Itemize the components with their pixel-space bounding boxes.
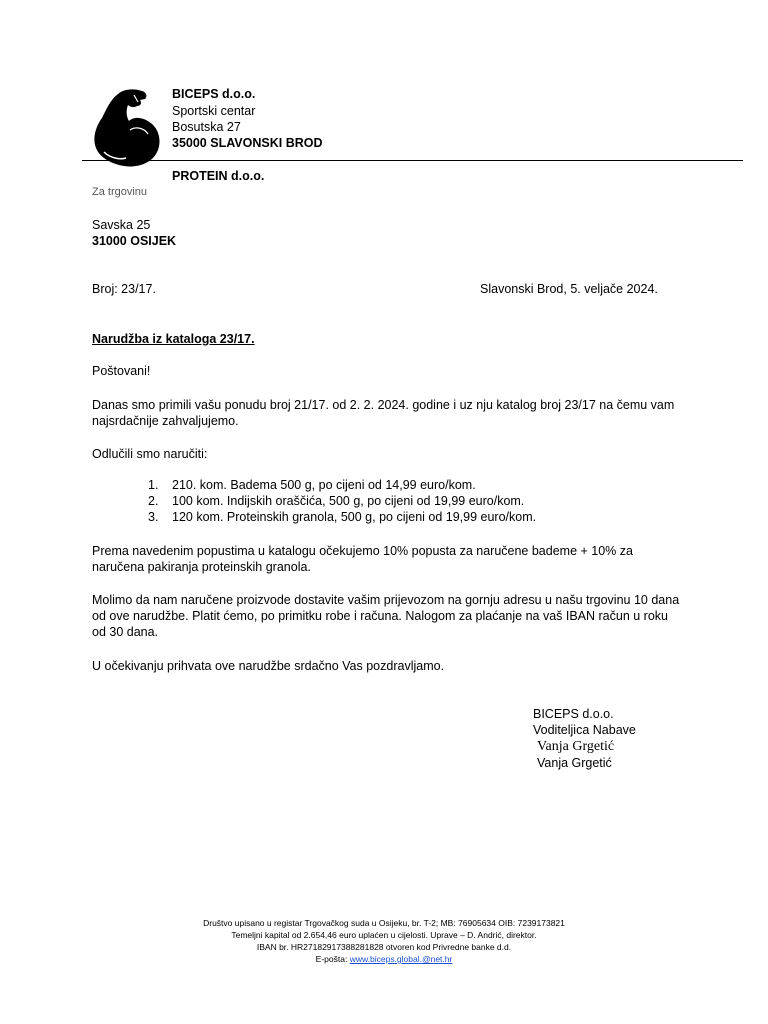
signature-company: BICEPS d.o.o.	[533, 707, 614, 721]
order-item	[148, 493, 536, 509]
recipient-label: Za trgovinu	[92, 186, 148, 198]
order-item-number: 3.	[148, 510, 159, 524]
signature-role: Voditeljica Nabave	[533, 723, 636, 737]
sender-address-line2: Bosutska 27	[172, 120, 241, 134]
order-item	[148, 509, 536, 525]
order-item-number: 2.	[148, 494, 159, 508]
order-item	[148, 477, 536, 493]
sender-address-line1: Sportski centar	[172, 104, 256, 118]
footer-line-iban: IBAN br. HR27182917388281828 otvoren kod Privredne banke d.d.	[256, 942, 512, 952]
paragraph-discount: Prema navedenim popustima u katalogu očekujemo 10% popusta za naručene bademe + 10% za naručena pakiranja proteinskih granola.	[92, 544, 633, 574]
footer-line-email	[0, 953, 768, 965]
order-item-text: 210. kom. Badema 500 g, po cijeni od 14,99 euro/kom.	[172, 478, 476, 492]
footer-line-capital: Temeljni kapital od 2.654,46 euro uplaćen u cijelosti. Uprave – D. Andrić, direktor.	[231, 930, 537, 940]
handwritten-signature: Vanja Grgetić	[537, 739, 615, 754]
sender-company-name: BICEPS d.o.o.	[172, 87, 256, 101]
order-item-number: 1.	[148, 478, 159, 492]
email-link[interactable]: www.biceps.global.@net.hr	[349, 954, 453, 964]
footer	[0, 917, 768, 965]
paragraph-intro: Danas smo primili vašu ponudu broj 21/17. od 2. 2. 2024. godine i uz nju katalog broj 23/17 na čemu vam najsrdačnije zahvaljujemo.	[92, 398, 675, 428]
recipient-name: PROTEIN d.o.o.	[172, 169, 265, 183]
subject-line: Narudžba iz kataloga 23/17.	[92, 332, 255, 346]
email-label: E-pošta:	[315, 954, 350, 964]
signature-printed-name: Vanja Grgetić	[537, 756, 612, 770]
order-item-text: 100 kom. Indijskih oraščića, 500 g, po cijeni od 19,99 euro/kom.	[172, 494, 525, 508]
recipient-street: Savska 25	[92, 218, 151, 232]
paragraph-order-lead: Odlučili smo naručiti:	[92, 447, 208, 461]
order-item-text: 120 kom. Proteinskih granola, 500 g, po cijeni od 19,99 euro/kom.	[172, 510, 537, 524]
paragraph-closing: U očekivanju prihvata ove narudžbe srdačno Vas pozdravljamo.	[92, 659, 445, 673]
greeting: Poštovani!	[92, 364, 151, 378]
document-number: Broj: 23/17.	[92, 282, 156, 296]
flexed-bicep-icon	[90, 86, 164, 178]
header-divider	[82, 160, 743, 161]
place-date: Slavonski Brod, 5. veljače 2024.	[480, 282, 658, 296]
sender-address-line3: 35000 SLAVONSKI BROD	[172, 136, 323, 150]
recipient-city: 31000 OSIJEK	[92, 234, 177, 248]
footer-line-registry: Društvo upisano u registar Trgovačkog suda u Osijeku, br. T-2; MB: 76905634 OIB: 7239173821	[203, 918, 565, 928]
paragraph-delivery: Molimo da nam naručene proizvode dostavite vašim prijevozom na gornju adresu u našu trgovinu 10 dana od ove narudžbe. Platit ćemo, po primitku robe i računa. Nalogom za plaćanje na vaš IBAN račun u roku od 30 dana.	[92, 593, 680, 639]
order-list	[148, 477, 536, 525]
